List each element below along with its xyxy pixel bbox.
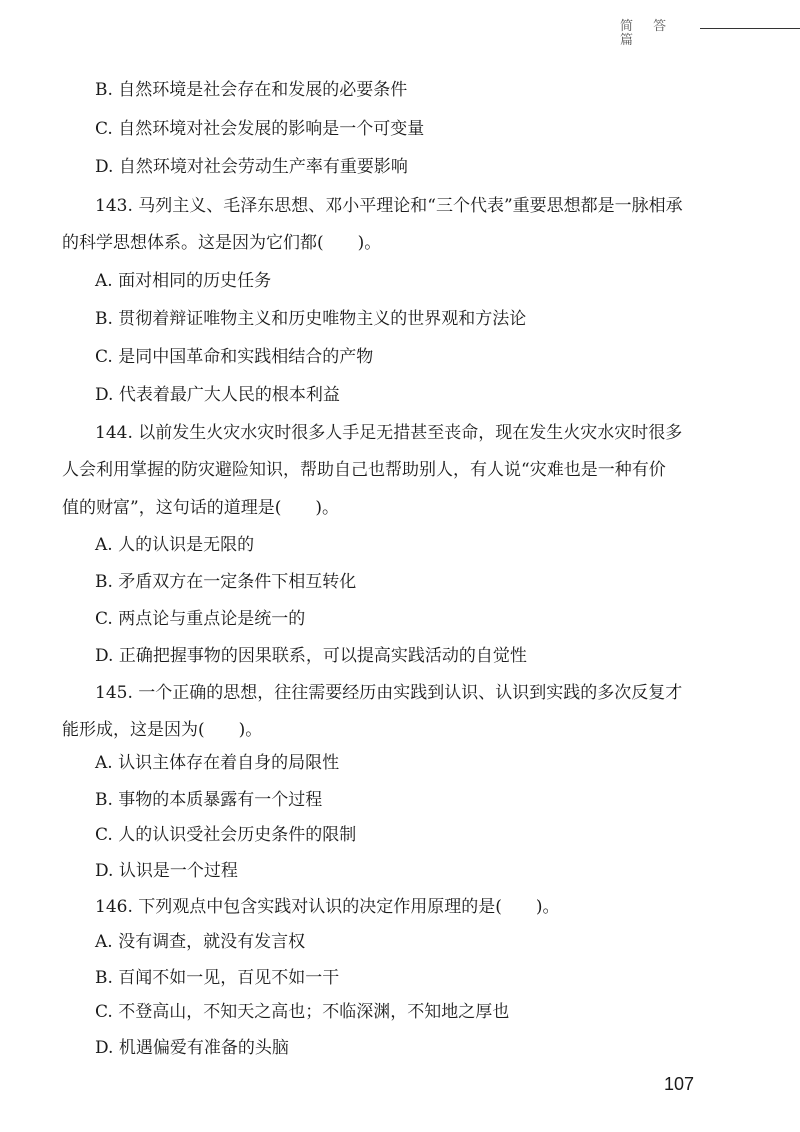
answer-option: B. 自然环境是社会存在和发展的必要条件 <box>95 80 408 100</box>
question-text: 人会利用掌握的防灾避险知识，帮助自己也帮助别人，有人说“灾难也是一种有价 <box>62 460 666 480</box>
question-text: 145. 一个正确的思想，往往需要经历由实践到认识、认识到实践的多次反复才 <box>95 683 683 703</box>
answer-option: B. 矛盾双方在一定条件下相互转化 <box>95 572 357 592</box>
answer-option: D. 机遇偏爱有准备的头脑 <box>95 1038 289 1058</box>
question-text: 值的财富”，这句话的道理是( )。 <box>62 498 339 518</box>
answer-option: A. 认识主体存在着自身的局限性 <box>95 753 340 773</box>
question-text: 的科学思想体系。这是因为它们都( )。 <box>62 233 382 253</box>
question-text: 144. 以前发生火灾水灾时很多人手足无措甚至丧命，现在发生火灾水灾时很多 <box>95 423 683 443</box>
answer-option: D. 认识是一个过程 <box>95 861 238 881</box>
question-text: 146. 下列观点中包含实践对认识的决定作用原理的是( )。 <box>95 897 560 917</box>
answer-option: C. 两点论与重点论是统一的 <box>95 609 306 629</box>
answer-option: C. 人的认识受社会历史条件的限制 <box>95 825 357 845</box>
answer-option: C. 是同中国革命和实践相结合的产物 <box>95 347 374 367</box>
answer-option: B. 事物的本质暴露有一个过程 <box>95 790 323 810</box>
answer-option: C. 不登高山，不知天之高也；不临深渊，不知地之厚也 <box>95 1002 510 1022</box>
question-text: 143. 马列主义、毛泽东思想、邓小平理论和“三个代表”重要思想都是一脉相承 <box>95 196 683 216</box>
answer-option: C. 自然环境对社会发展的影响是一个可变量 <box>95 119 425 139</box>
answer-option: A. 人的认识是无限的 <box>95 535 255 555</box>
section-header-mark: 简 答 篇 <box>620 19 675 48</box>
answer-option: B. 贯彻着辩证唯物主义和历史唯物主义的世界观和方法论 <box>95 309 527 329</box>
answer-option: D. 代表着最广大人民的根本利益 <box>95 385 340 405</box>
answer-option: A. 面对相同的历史任务 <box>95 271 272 291</box>
answer-option: B. 百闻不如一见，百见不如一干 <box>95 968 340 988</box>
answer-option: D. 自然环境对社会劳动生产率有重要影响 <box>95 157 408 177</box>
answer-option: A. 没有调查，就没有发言权 <box>95 932 306 952</box>
header-rule <box>700 28 800 29</box>
page-number: 107 <box>664 1074 695 1094</box>
question-text: 能形成，这是因为( )。 <box>62 720 263 740</box>
answer-option: D. 正确把握事物的因果联系，可以提高实践活动的自觉性 <box>95 646 527 666</box>
